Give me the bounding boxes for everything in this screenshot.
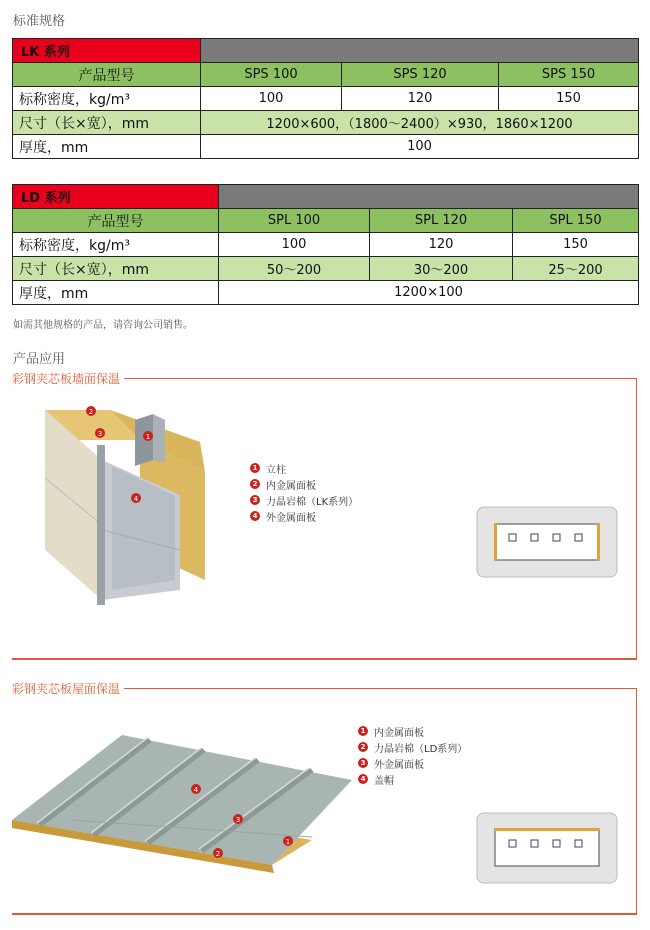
svg-text:2: 2 [88,408,94,416]
svg-text:2: 2 [215,850,221,858]
spec-section-title: 标准规格 [13,14,66,29]
wall-section-title: 彩钢夹芯板墙面保温 [12,370,124,387]
wall-legend-text: 内金属面板 [266,480,316,492]
marker-2-icon: 2 [250,479,260,489]
wall-legend-text: 外金属面板 [266,512,316,524]
lk-density-cell: 150 [499,87,639,111]
roof-panel-section-icon [476,812,618,884]
ld-series-bar [219,185,639,209]
marker-1-icon: 1 [250,463,260,473]
wall-legend-item [250,476,358,492]
wall-legend [250,460,358,524]
roof-section-bottom-line [12,913,636,914]
wall-section-bottom-line [12,658,636,659]
ld-density-cell: 150 [513,233,639,257]
marker-1-icon: 1 [358,726,368,736]
lk-size-cell: 1200×600，（1800〜2400）×930，1860×1200 [201,111,639,135]
lk-row-thickness-label: 厚度，mm [13,135,201,159]
ld-model-cell: SPL 120 [370,209,513,233]
ld-series-label: LD 系列 [13,185,219,209]
lk-row-model-label: 产品型号 [13,63,201,87]
ld-model-cell: SPL 150 [513,209,639,233]
lk-thickness-cell: 100 [201,135,639,159]
wall-legend-item [250,460,358,476]
svg-text:3: 3 [235,816,241,824]
marker-3-icon: 3 [358,758,368,768]
lk-model-cell: SPS 100 [201,63,342,87]
svg-text:4: 4 [133,495,139,503]
ld-row-model-label: 产品型号 [13,209,219,233]
ld-row-thickness-label: 厚度，mm [13,281,219,305]
marker-3-icon: 3 [250,495,260,505]
lk-series-bar [201,39,639,63]
ld-density-cell: 100 [219,233,370,257]
roof-panel-illustration [12,725,352,875]
wall-legend-item [250,508,358,524]
svg-text:4: 4 [193,786,199,794]
ld-density-cell: 120 [370,233,513,257]
roof-legend-item [358,771,467,787]
svg-text:3: 3 [97,430,103,438]
ld-row-size-label: 尺寸（长×宽），mm [13,257,219,281]
lk-model-cell: SPS 150 [499,63,639,87]
roof-section-title: 彩钢夹芯板屋面保温 [12,680,124,697]
lk-row-size-label: 尺寸（长×宽），mm [13,111,201,135]
svg-text:1: 1 [285,838,291,846]
marker-4-icon: 4 [358,774,368,784]
lk-series-label: LK 系列 [13,39,201,63]
lk-spec-table [12,38,639,159]
ld-model-cell: SPL 100 [219,209,370,233]
lk-row-density-label: 标称密度，kg/m³ [13,87,201,111]
roof-legend-item [358,739,467,755]
roof-legend [358,723,467,787]
lk-density-cell: 100 [201,87,342,111]
application-section-title: 产品应用 [13,352,66,367]
wall-legend-text: 立柱 [266,464,286,476]
marker-2-icon: 2 [358,742,368,752]
roof-legend-item [358,755,467,771]
ld-size-cell: 30〜200 [370,257,513,281]
svg-text:1: 1 [145,433,151,441]
wall-panel-illustration [40,400,215,615]
lk-model-cell: SPS 120 [342,63,499,87]
wall-legend-text: 力晶岩棉（LK系列） [266,496,359,508]
contact-note: 如需其他规格的产品，请咨询公司销售。 [13,320,193,331]
roof-legend-item [358,723,467,739]
wall-legend-item [250,492,358,508]
roof-legend-text: 内金属面板 [374,727,424,739]
roof-legend-text: 外金属面板 [374,759,424,771]
roof-legend-text: 盖帽 [374,775,394,787]
ld-thickness-cell: 1200×100 [219,281,639,305]
lk-density-cell: 120 [342,87,499,111]
roof-legend-text: 力晶岩棉（LD系列） [374,743,468,755]
ld-size-cell: 50〜200 [219,257,370,281]
wall-panel-section-icon [476,506,618,578]
marker-4-icon: 4 [250,511,260,521]
ld-size-cell: 25〜200 [513,257,639,281]
ld-row-density-label: 标称密度，kg/m³ [13,233,219,257]
ld-spec-table [12,184,639,305]
